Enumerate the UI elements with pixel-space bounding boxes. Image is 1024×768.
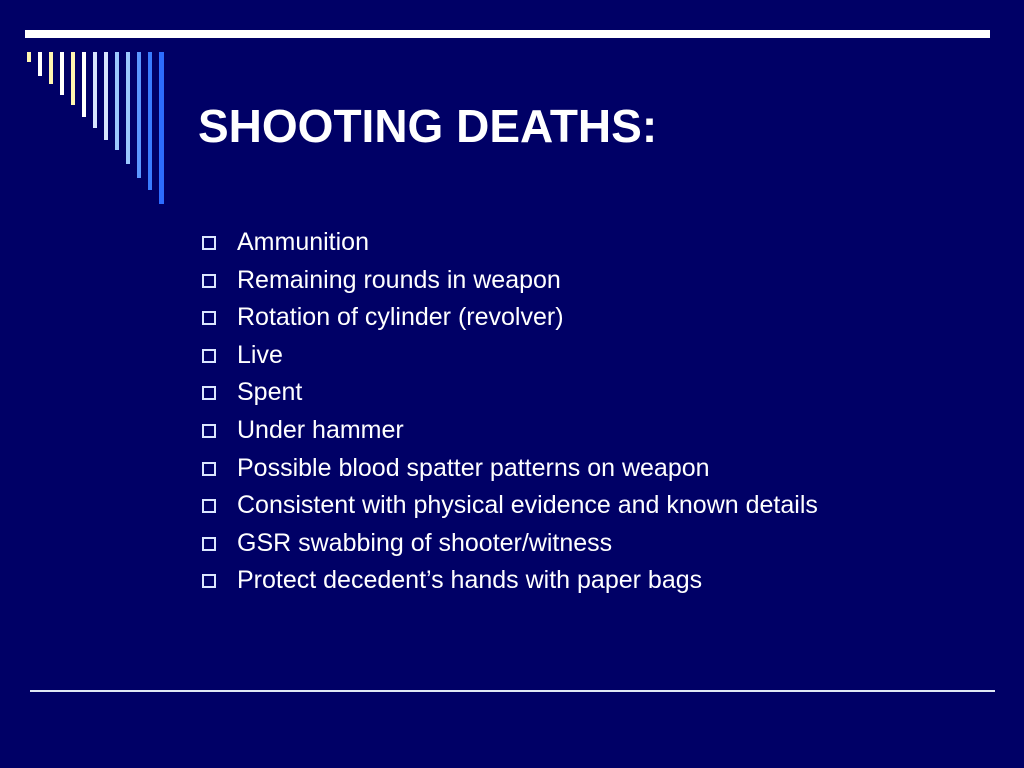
- bullet-list: [200, 224, 818, 600]
- bullet-item: [200, 262, 818, 300]
- bullet-item: [200, 374, 818, 412]
- bullet-item: [200, 562, 818, 600]
- hollow-square-bullet-icon: [202, 462, 216, 476]
- hollow-square-bullet-icon: [202, 274, 216, 288]
- bullet-text: Rotation of cylinder (revolver): [237, 303, 564, 332]
- bullet-item: [200, 337, 818, 375]
- bullet-text: Spent: [237, 378, 303, 407]
- bullet-item: [200, 450, 818, 488]
- hollow-square-bullet-icon: [202, 349, 216, 363]
- bullet-item: [200, 412, 818, 450]
- decorative-bar: [49, 52, 53, 84]
- hollow-square-bullet-icon: [202, 499, 216, 513]
- bullet-text: Under hammer: [237, 415, 404, 444]
- bullet-text: Consistent with physical evidence and known details: [237, 491, 818, 520]
- slide-title: SHOOTING DEATHS:: [198, 100, 658, 152]
- decorative-bar: [60, 52, 64, 95]
- bullet-item: [200, 299, 818, 337]
- decorative-bar: [148, 52, 152, 190]
- bullet-text: Live: [237, 340, 283, 369]
- bullet-text: Possible blood spatter patterns on weapon: [237, 453, 710, 482]
- hollow-square-bullet-icon: [202, 424, 216, 438]
- decorative-bar: [137, 52, 141, 178]
- bullet-text: Protect decedent’s hands with paper bags: [237, 566, 703, 595]
- decorative-bar: [126, 52, 130, 164]
- decorative-bar: [115, 52, 119, 150]
- decorative-vertical-bars: [0, 0, 180, 210]
- hollow-square-bullet-icon: [202, 386, 216, 400]
- decorative-bar: [82, 52, 86, 117]
- bullet-text: Remaining rounds in weapon: [237, 265, 561, 294]
- decorative-bar: [27, 52, 31, 62]
- bullet-item: [200, 487, 818, 525]
- hollow-square-bullet-icon: [202, 574, 216, 588]
- decorative-bar: [38, 52, 42, 76]
- bullet-text: GSR swabbing of shooter/witness: [237, 528, 613, 557]
- bullet-item: [200, 224, 818, 262]
- hollow-square-bullet-icon: [202, 236, 216, 250]
- bottom-rule: [30, 690, 995, 692]
- decorative-bar: [159, 52, 164, 204]
- decorative-bar: [93, 52, 97, 128]
- decorative-bar: [71, 52, 75, 105]
- hollow-square-bullet-icon: [202, 311, 216, 325]
- decorative-bar: [104, 52, 108, 140]
- bullet-item: [200, 525, 818, 563]
- bullet-text: Ammunition: [237, 228, 369, 256]
- hollow-square-bullet-icon: [202, 537, 216, 551]
